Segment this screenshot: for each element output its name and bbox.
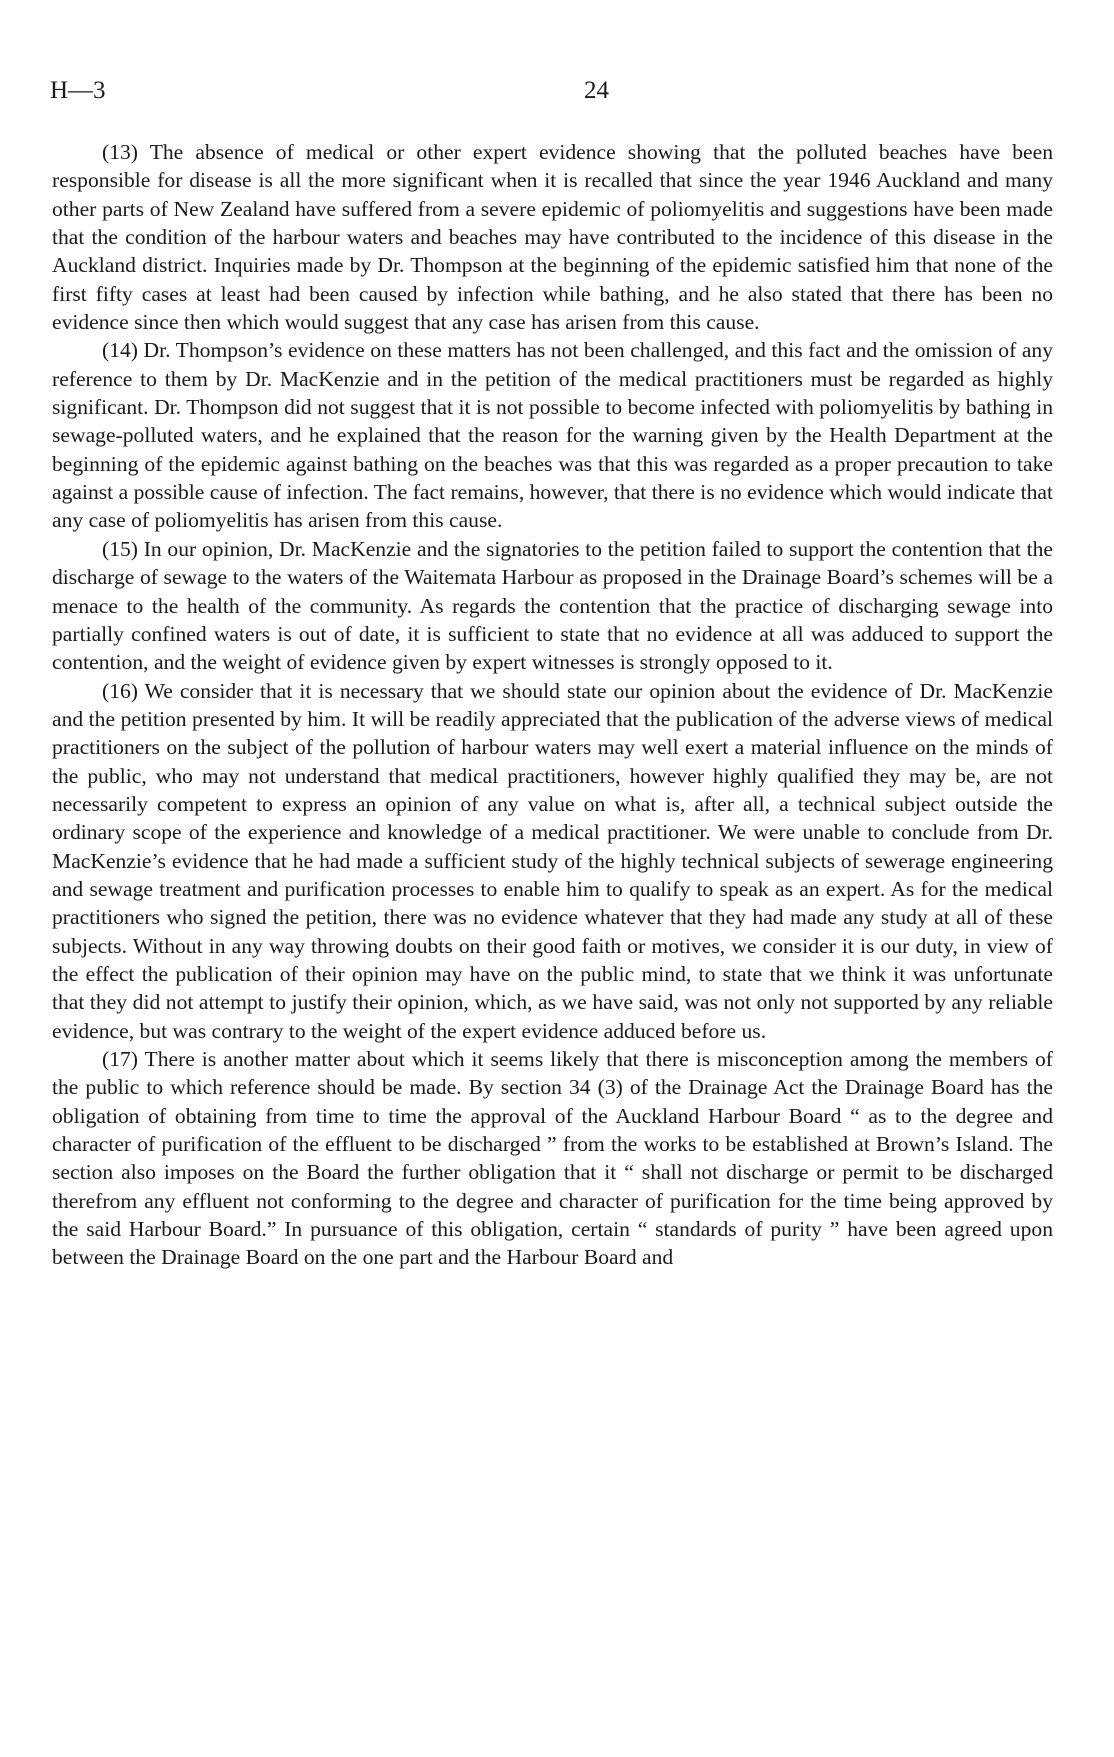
page-header xyxy=(50,74,1050,108)
page-number: 24 xyxy=(584,77,609,104)
paragraph-14: (14) Dr. Thompson’s evidence on these matters has not been challenged, and this fact and the omission of any reference to them by Dr. MacKenzie and in the petition of the medical practitioners must be regarded as highly significant. Dr. Thompson did not suggest that it is not possible to become infected with poliomyelitis by bathing in sewage-polluted waters, and he explained that the reason for the warning given by the Health Department at the beginning of the epidemic against bathing on the beaches was that this was regarded as a proper precaution to take against a possible cause of infection. The fact remains, however, that there is no evidence which would indicate that any case of poliomyelitis has arisen from this cause. xyxy=(52,338,1053,533)
paragraph-15: (15) In our opinion, Dr. MacKenzie and the signatories to the petition failed to support the contention that the discharge of sewage to the waters of the Waitemata Harbour as proposed in the Drainage Board’s schemes will be a menace to the health of the community. As regards the contention that the practice of discharging sewage into partially confined waters is out of date, it is sufficient to state that no evidence at all was adduced to support the contention, and the weight of evidence given by expert witnesses is strongly opposed to it. xyxy=(52,536,1053,675)
body-text xyxy=(52,138,1053,1272)
document-reference: H—3 xyxy=(50,77,106,104)
paragraph-16: (16) We consider that it is necessary that we should state our opinion about the evidence of Dr. MacKenzie and the petition presented by him. It will be readily appreciated that the publication of the adverse views of medical practitioners on the subject of the pollution of harbour waters may well exert a material influence on the minds of the public, who may not understand that medical practitioners, however highly qualified they may be, are not necessarily competent to express an opinion of any value on what is, after all, a technical subject outside the ordinary scope of the experience and knowledge of a medical practitioner. We were unable to conclude from Dr. MacKenzie’s evidence that he had made a sufficient study of the highly technical subjects of sewerage engineering and sewage treatment and purification processes to enable him to qualify to speak as an expert. As for the medical practitioners who signed the petition, there was no evidence whatever that they had made any study at all of these subjects. Without in any way throwing doubts on their good faith or motives, we consider it is our duty, in view of the effect the publication of their opinion may have on the public mind, to state that we think it was unfortunate that they did not attempt to justify their opinion, which, as we have said, was not only not supported by any reliable evidence, but was contrary to the weight of the expert evidence adduced before us. xyxy=(52,678,1053,1043)
paragraph-13: (13) The absence of medical or other expert evidence showing that the polluted beaches have been responsible for disease is all the more significant when it is recalled that since the year 1946 Auckland and many other parts of New Zealand have suffered from a severe epidemic of poliomyelitis and suggestions have been made that the condition of the harbour waters and beaches may have contributed to the incidence of this disease in the Auckland district. Inquiries made by Dr. Thompson at the beginning of the epidemic satisfied him that none of the first fifty cases at least had been caused by infection while bathing, and he also stated that there has been no evidence since then which would suggest that any case has arisen from this cause. xyxy=(52,140,1053,335)
paragraph-17: (17) There is another matter about which it seems likely that there is misconception among the members of the public to which reference should be made. By section 34 (3) of the Drainage Act the Drainage Board has the obligation of obtaining from time to time the approval of the Auckland Harbour Board “ as to the degree and character of purification of the effluent to be discharged ” from the works to be established at Brown’s Island. The section also imposes on the Board the further obligation that it “ shall not discharge or permit to be discharged therefrom any effluent not conforming to the degree and character of purification for the time being approved by the said Harbour Board.” In pursuance of this obligation, certain “ standards of purity ” have been agreed upon between the Drainage Board on the one part and the Harbour Board and xyxy=(52,1047,1053,1270)
